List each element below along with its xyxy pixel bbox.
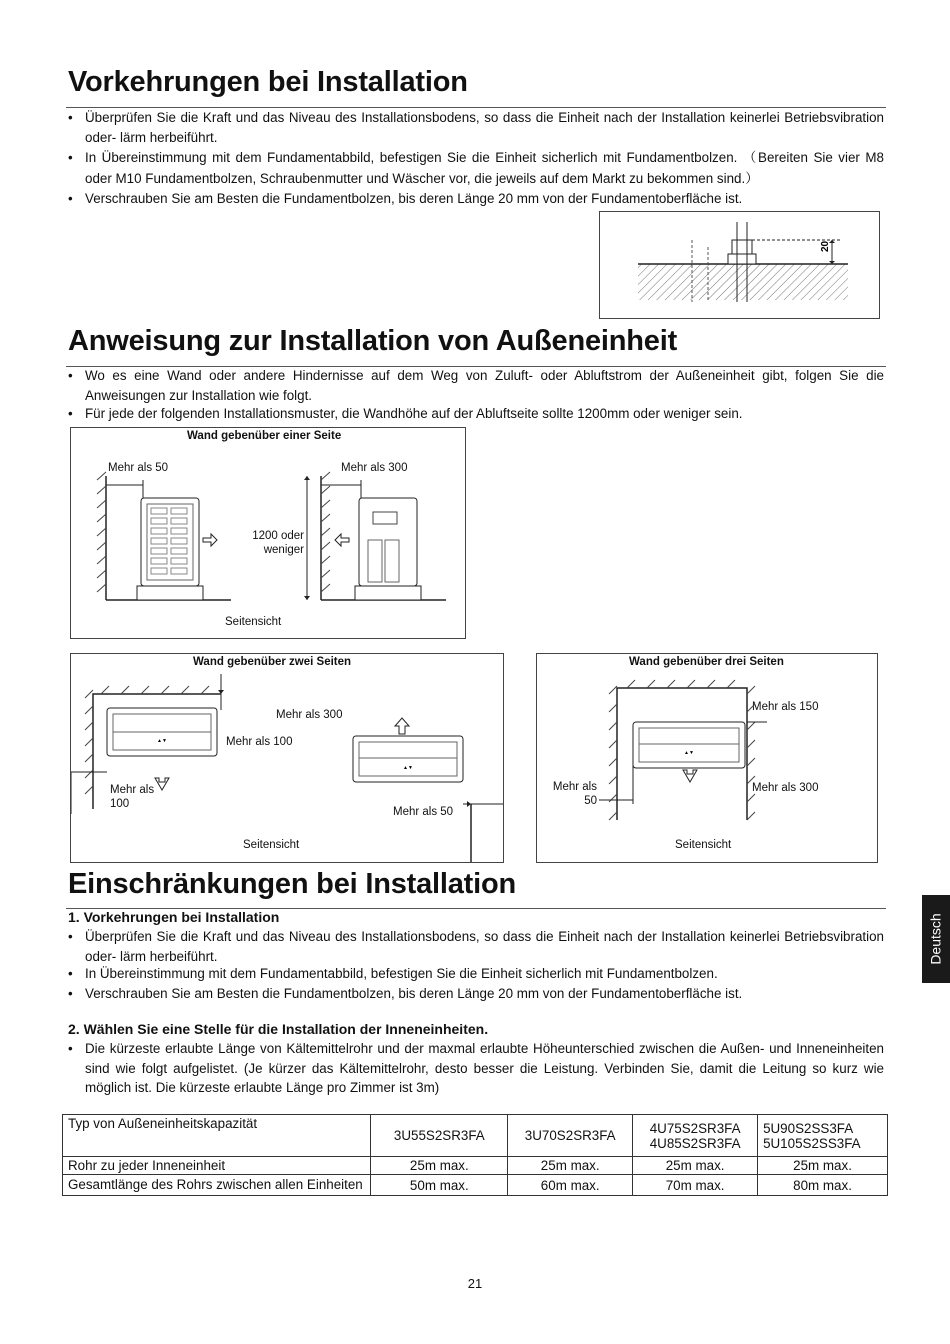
page-number: 21 xyxy=(467,1276,483,1291)
bullet-item: • Für jede der folgenden Installationsmuster, die Wandhöhe auf der Abluftseite sollte 1200mm oder weniger sein. xyxy=(68,404,884,424)
section-title-restrictions: Einschränkungen bei Installation xyxy=(68,868,517,900)
table-row-label: Rohr zu jeder Inneneinheit xyxy=(63,1157,371,1175)
table-row xyxy=(63,1115,888,1157)
clearance-label-right: Mehr als 300 xyxy=(752,782,819,794)
bullet-item: • Überprüfen Sie die Kraft und das Niveau des Installationsbodens, so dass die Einheit nach der Installation keinerlei Betriebsvibration oder- lärm herbeiführt. xyxy=(68,927,884,966)
table-cell: 50m max. xyxy=(371,1175,508,1196)
clearance-label-right: Mehr als 50 xyxy=(393,806,454,818)
svg-text:▲▼: ▲▼ xyxy=(157,738,167,744)
bullet-item: • In Übereinstimmung mit dem Fundamentabbild, befestigen Sie die Einheit sicherlich mit Fundamentbolzen. （Bereiten Sie vier M8 oder M10 Fundamentbolzen, Schraubenmutter und Wäscher vor, die jeweils auf dem Markt zu bekommen sind.） xyxy=(68,147,884,189)
bullet-text: Verschrauben Sie am Besten die Fundamentbolzen, bis deren Länge 20 mm von der Fundamentoberfläche ist. xyxy=(85,191,743,206)
bullet-text: Überprüfen Sie die Kraft und das Niveau des Installationsbodens, so dass die Einheit nach der Installation keinerlei Betriebsvibration oder- lärm herbeiführt. xyxy=(85,110,884,145)
bullet-text: Überprüfen Sie die Kraft und das Niveau des Installationsbodens, so dass die Einheit nach der Installation keinerlei Betriebsvibration oder- lärm herbeiführt. xyxy=(85,929,884,964)
bullet-text: Wo es eine Wand oder andere Hindernisse auf dem Weg von Zuluft- oder Abluftstrom der Außeneinheit gibt, folgen Sie die Anweisungen zur Installation wie folgt. xyxy=(85,368,884,403)
table-row xyxy=(63,1175,888,1196)
table-header-cell: Typ von Außeneinheitskapazität xyxy=(63,1115,371,1157)
language-tab-label: Deutsch xyxy=(928,913,945,965)
table-cell: 25m max. xyxy=(633,1157,758,1175)
bullet-text: Die kürzeste erlaubte Länge von Kältemittelrohr und der maxmal erlaubte Höheunterschied zwischen die Außen- und Inneneinheiten sind wie folgt aufgelistet. (Je kürzer das Kältemittelrohr, desto besser die Leistung. Verbinden Sie, damit die Leitung so kurz wie möglich ist. Die kürzeste erlaubte Länge pro Zimmer ist 3m) xyxy=(85,1041,884,1095)
figure-wall-three-sides xyxy=(536,653,878,863)
model-name: 5U105S2SS3FA xyxy=(763,1135,861,1151)
clearance-label-middle: Mehr als 100 xyxy=(226,736,293,748)
table-row-label: Gesamtlänge des Rohrs zwischen allen Einheiten xyxy=(63,1175,371,1196)
model-name: 4U75S2SR3FA xyxy=(649,1120,741,1136)
figure-title: Wand gebenüber zwei Seiten xyxy=(193,656,352,668)
figure-wall-one-side xyxy=(70,427,466,639)
section-title-precautions: Vorkehrungen bei Installation xyxy=(68,66,468,98)
figure-title: Wand gebenüber drei Seiten xyxy=(629,656,784,668)
table-header-cell: 3U70S2SR3FA xyxy=(508,1115,633,1157)
clearance-label-top: Mehr als 150 xyxy=(752,701,819,713)
dimension-label: 20 xyxy=(820,240,831,252)
model-name: 4U85S2SR3FA xyxy=(649,1135,741,1151)
bullet-item: • Verschrauben Sie am Besten die Fundamentbolzen, bis deren Länge 20 mm von der Fundamentoberfläche ist. xyxy=(68,984,884,1004)
figure-title: Wand gebenüber einer Seite xyxy=(187,430,342,442)
table-header-cell xyxy=(633,1115,758,1157)
bullet-text: Für jede der folgenden Installationsmuster, die Wandhöhe auf der Abluftseite sollte 1200mm oder weniger sein. xyxy=(85,406,743,421)
figure-wall-two-sides xyxy=(70,653,504,863)
table-cell: 70m max. xyxy=(633,1175,758,1196)
pipe-length-table xyxy=(62,1114,888,1196)
table-cell: 80m max. xyxy=(758,1175,888,1196)
bullet-item: • Überprüfen Sie die Kraft und das Niveau des Installationsbodens, so dass die Einheit nach der Installation keinerlei Betriebsvibration oder- lärm herbeiführt. xyxy=(68,108,884,147)
table-cell: 25m max. xyxy=(371,1157,508,1175)
bullet-item: • Verschrauben Sie am Besten die Fundamentbolzen, bis deren Länge 20 mm von der Fundamentoberfläche ist. xyxy=(68,189,884,209)
svg-text:▲▼: ▲▼ xyxy=(403,765,413,771)
clearance-label-left: Mehr als 100 xyxy=(110,784,155,810)
model-name: 5U90S2SS3FA xyxy=(763,1120,854,1136)
figure-caption: Seitensicht xyxy=(225,616,282,628)
table-header-cell xyxy=(758,1115,888,1157)
table-row xyxy=(63,1157,888,1175)
bullet-item: • In Übereinstimmung mit dem Fundamentabbild, befestigen Sie die Einheit sicherlich mit Fundamentbolzen. xyxy=(68,964,884,984)
subsection-title: 1. Vorkehrungen bei Installation xyxy=(68,909,280,925)
section-title-outdoor-unit: Anweisung zur Installation von Außeneinheit xyxy=(68,325,678,357)
height-label: 1200 oder weniger xyxy=(252,530,304,556)
svg-text:▲▼: ▲▼ xyxy=(684,750,694,756)
language-tab xyxy=(922,895,950,983)
bullet-text: In Übereinstimmung mit dem Fundamentabbild, befestigen Sie die Einheit sicherlich mit Fundamentbolzen. （Bereiten Sie vier M8 oder M10 Fundamentbolzen, Schraubenmutter und Wäscher vor, die jeweils auf dem Markt zu bekommen sind.） xyxy=(85,150,884,186)
unit-side-view-drawing xyxy=(71,428,465,638)
foundation-bolt-figure xyxy=(599,211,880,319)
bullet-item: • Die kürzeste erlaubte Länge von Kältemittelrohr und der maxmal erlaubte Höheunterschied zwischen die Außen- und Inneneinheiten sind wie folgt aufgelistet. (Je kürzer das Kältemittelrohr, desto besser die Leistung. Verbinden Sie, damit die Leitung so kurz wie möglich ist. Die kürzeste erlaubte Länge pro Zimmer ist 3m) xyxy=(68,1039,884,1098)
units-top-view-drawing xyxy=(537,654,877,862)
subsection-title: 2. Wählen Sie eine Stelle für die Installation der Inneneinheiten. xyxy=(68,1021,489,1037)
units-top-view-drawing xyxy=(71,654,503,862)
clearance-label-right: Mehr als 300 xyxy=(341,462,408,474)
clearance-label-left: Mehr als 50 xyxy=(108,462,169,474)
clearance-label-top: Mehr als 300 xyxy=(276,709,343,721)
table-cell: 25m max. xyxy=(508,1157,633,1175)
figure-caption: Seitensicht xyxy=(675,839,732,851)
bullet-item: • Wo es eine Wand oder andere Hindernisse auf dem Weg von Zuluft- oder Abluftstrom der Außeneinheit gibt, folgen Sie die Anweisungen zur Installation wie folgt. xyxy=(68,366,884,405)
table-cell: 25m max. xyxy=(758,1157,888,1175)
table-header-cell: 3U55S2SR3FA xyxy=(371,1115,508,1157)
foundation-bolt-drawing xyxy=(600,212,879,318)
bullet-text: In Übereinstimmung mit dem Fundamentabbild, befestigen Sie die Einheit sicherlich mit Fundamentbolzen. xyxy=(85,966,718,981)
clearance-label-left: Mehr als 50 xyxy=(552,781,597,807)
figure-caption: Seitensicht xyxy=(243,839,300,851)
bullet-text: Verschrauben Sie am Besten die Fundamentbolzen, bis deren Länge 20 mm von der Fundamentoberfläche ist. xyxy=(85,986,743,1001)
table-cell: 60m max. xyxy=(508,1175,633,1196)
